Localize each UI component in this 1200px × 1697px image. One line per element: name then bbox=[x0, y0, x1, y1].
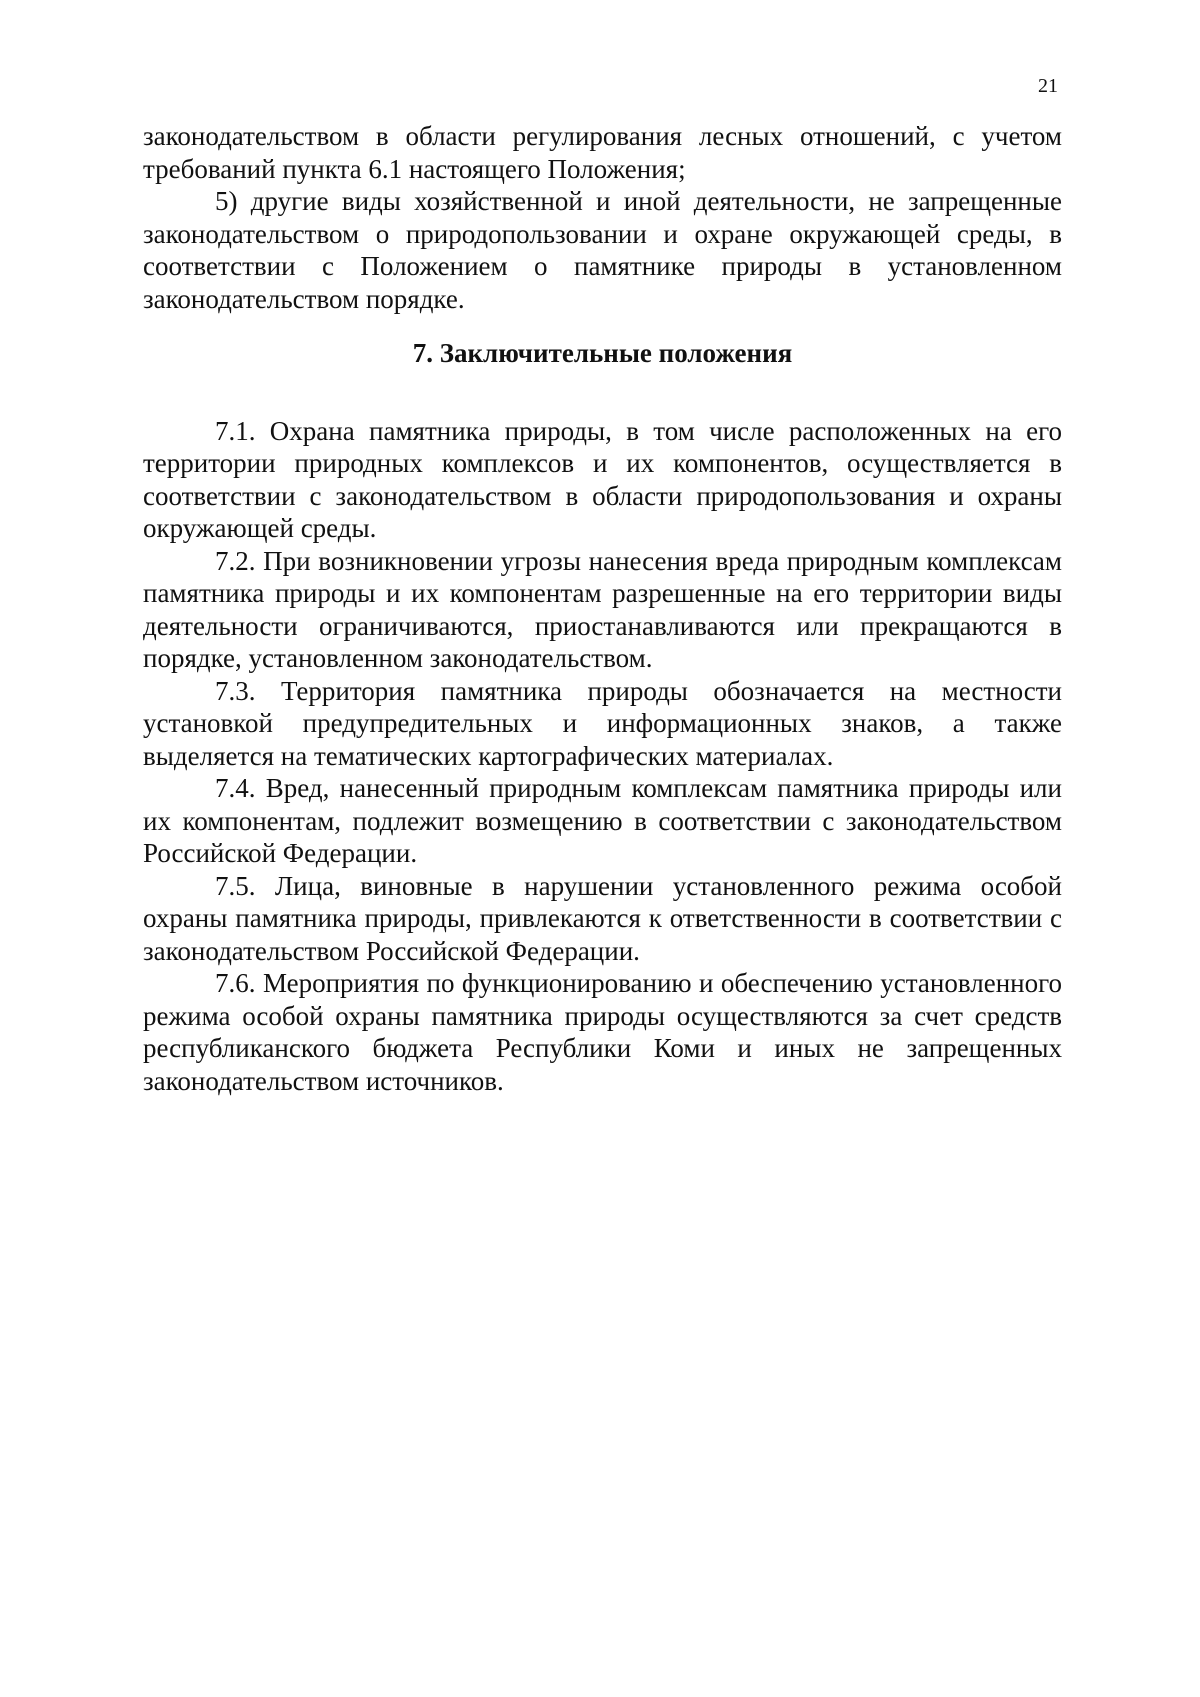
paragraph-continuation: законодательством в области регулирования лесных отношений, с учетом требований пункта 6.1 настоящего Положения; bbox=[143, 121, 1062, 184]
page-number: 21 bbox=[1038, 75, 1058, 97]
paragraph-7-2: 7.2. При возникновении угрозы нанесения вреда природным комплексам памятника природы и их компонентам разрешенные на его территории виды деятельности ограничиваются, приостанавливаются или прекращаются в порядке, установленном законодательством. bbox=[143, 545, 1062, 673]
section-heading: 7. Заключительные положения bbox=[412, 338, 793, 368]
paragraph-item-5: 5) другие виды хозяйственной и иной деятельности, не запрещенные законодательством о природопользовании и охране окружающей среды, в соответствии с Положением о памятнике природы в установленном законодательством порядке. bbox=[143, 186, 1062, 314]
paragraph-7-3: 7.3. Территория памятника природы обозначается на местности установкой предупредительных и информационных знаков, а также выделяется на тематических картографических материалах. bbox=[143, 675, 1062, 771]
paragraph-7-4: 7.4. Вред, нанесенный природным комплексам памятника природы или их компонентам, подлежит возмещению в соответствии с законодательством Российской Федерации. bbox=[143, 773, 1062, 868]
paragraph-7-5: 7.5. Лица, виновные в нарушении установленного режима особой охраны памятника природы, привлекаются к ответственности в соответствии с законодательством Российской Федерации. bbox=[143, 870, 1062, 966]
paragraph-7-6: 7.6. Мероприятия по функционированию и обеспечению установленного режима особой охраны памятника природы осуществляются за счет средств республиканского бюджета Республики Коми и иных не запрещенных законодательством источников. bbox=[143, 968, 1062, 1096]
document-body bbox=[143, 120, 1062, 1097]
paragraph-7-1: 7.1. Охрана памятника природы, в том числе расположенных на его территории природных комплексов и их компонентов, осуществляется в соответствии с законодательством в области природопользования и охраны окружающей среды. bbox=[143, 415, 1062, 543]
